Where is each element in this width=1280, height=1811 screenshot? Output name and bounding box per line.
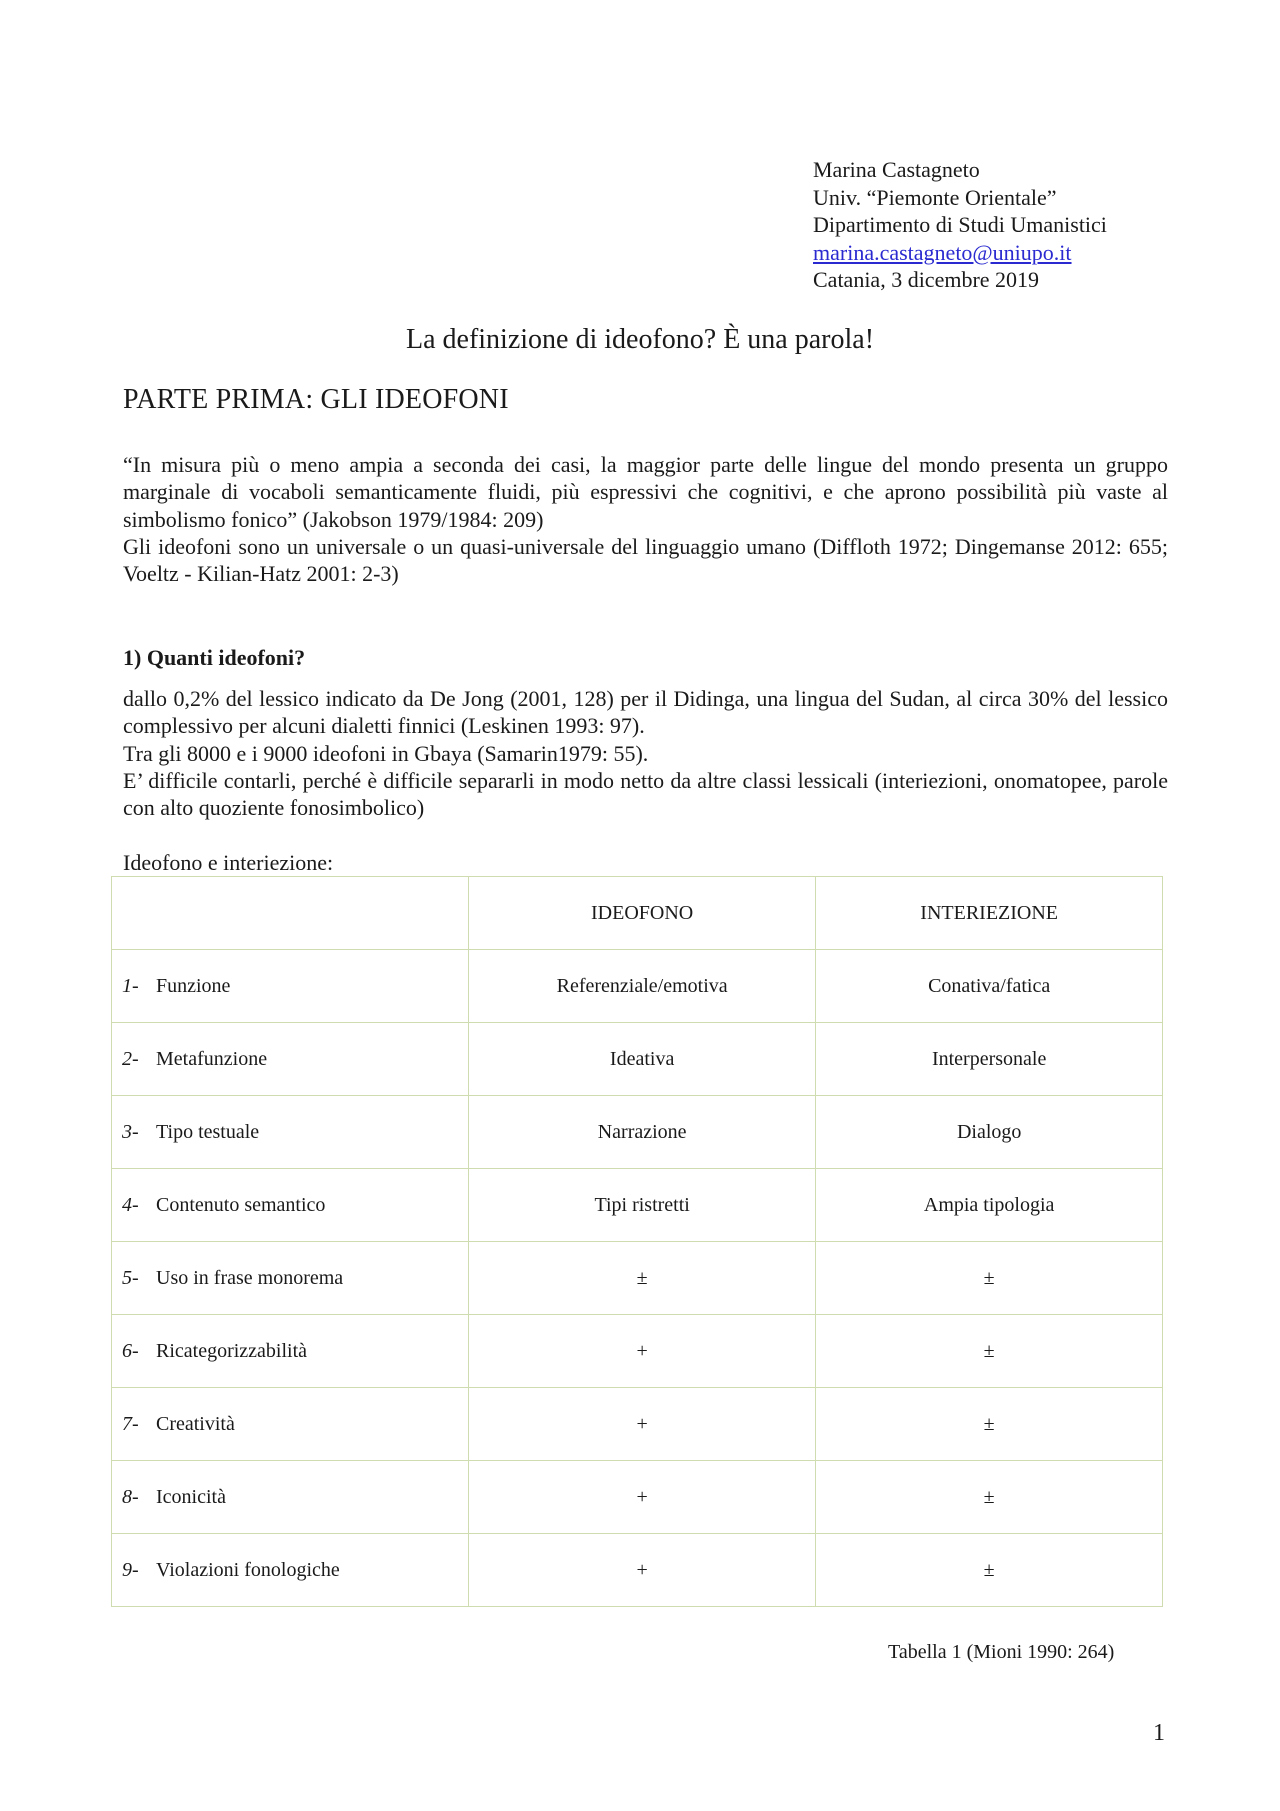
comparison-table xyxy=(111,876,1163,1607)
header-cell-ideofono: IDEOFONO xyxy=(468,877,815,950)
table-row xyxy=(112,1315,1163,1388)
row-number: 5- xyxy=(122,1266,139,1289)
ideofono-cell: + xyxy=(468,1534,815,1607)
table-row xyxy=(112,1023,1163,1096)
interiezione-cell: Conativa/fatica xyxy=(816,950,1163,1023)
ideofono-cell: Ideativa xyxy=(468,1023,815,1096)
table-header-row xyxy=(112,877,1163,950)
interiezione-cell: ± xyxy=(816,1534,1163,1607)
row-label-cell xyxy=(112,1461,469,1534)
interiezione-cell: ± xyxy=(816,1242,1163,1315)
row-label: Funzione xyxy=(156,974,231,997)
row-label: Iconicità xyxy=(156,1485,226,1508)
row-number: 3- xyxy=(122,1120,139,1143)
row-label-cell xyxy=(112,1023,469,1096)
row-label: Contenuto semantico xyxy=(156,1193,326,1216)
interiezione-cell: Ampia tipologia xyxy=(816,1169,1163,1242)
jakobson-quote: “In misura più o meno ampia a seconda dei casi, la maggior parte delle lingue del mondo presenta un gruppo marginale di vocaboli semanticamente fluidi, più espressivi che cognitivi, e che aprono possibilità più vaste al simbolismo fonico” (Jakobson 1979/1984: 209) xyxy=(123,452,1168,532)
intro-paragraph xyxy=(123,451,1168,587)
author-university: Univ. “Piemonte Orientale” xyxy=(813,184,1057,210)
row-label-cell xyxy=(112,1169,469,1242)
row-label-cell xyxy=(112,1388,469,1461)
row-label-cell xyxy=(112,1242,469,1315)
header-cell-empty xyxy=(112,877,469,950)
row-number: 2- xyxy=(122,1047,139,1070)
section-paragraph-2: Tra gli 8000 e i 9000 ideofoni in Gbaya (Samarin1979: 55). xyxy=(123,740,649,766)
section-paragraph-3: E’ difficile contarli, perché è difficile separarli in modo netto da altre classi lessicali (interiezioni, onomatopee, parole con alto quoziente fonosimbolico) xyxy=(123,767,1168,821)
table-row xyxy=(112,1169,1163,1242)
ideofono-cell: ± xyxy=(468,1242,815,1315)
section-heading: 1) Quanti ideofoni? xyxy=(123,645,306,670)
interiezione-cell: ± xyxy=(816,1388,1163,1461)
section-body xyxy=(123,685,1168,821)
table-row xyxy=(112,950,1163,1023)
ideofono-cell: + xyxy=(468,1315,815,1388)
ideofono-cell: Tipi ristretti xyxy=(468,1169,815,1242)
interiezione-cell: ± xyxy=(816,1461,1163,1534)
table-row xyxy=(112,1461,1163,1534)
row-number: 8- xyxy=(122,1485,139,1508)
row-number: 1- xyxy=(122,974,139,997)
table-row xyxy=(112,1242,1163,1315)
part-heading: PARTE PRIMA: GLI IDEOFONI xyxy=(123,384,509,415)
author-department: Dipartimento di Studi Umanistici xyxy=(813,212,1107,237)
ideofono-cell: + xyxy=(468,1388,815,1461)
place-date: Catania, 3 dicembre 2019 xyxy=(813,267,1040,292)
row-label: Creatività xyxy=(156,1412,235,1435)
row-number: 9- xyxy=(122,1558,139,1581)
interiezione-cell: Dialogo xyxy=(816,1096,1163,1169)
row-number: 4- xyxy=(122,1193,139,1216)
row-number: 7- xyxy=(122,1412,139,1435)
row-label-cell xyxy=(112,1096,469,1169)
table-row xyxy=(112,1388,1163,1461)
interiezione-cell: Interpersonale xyxy=(816,1023,1163,1096)
page-number: 1 xyxy=(1153,1720,1165,1746)
row-label-cell xyxy=(112,950,469,1023)
row-label-cell xyxy=(112,1315,469,1388)
header-cell-interiezione: INTERIEZIONE xyxy=(816,877,1163,950)
document-title: La definizione di ideofono? È una parola! xyxy=(405,324,875,355)
row-label: Ricategorizzabilità xyxy=(156,1339,308,1362)
ideofono-cell: + xyxy=(468,1461,815,1534)
row-label-cell xyxy=(112,1534,469,1607)
table-row xyxy=(112,1096,1163,1169)
table-source: Tabella 1 (Mioni 1990: 264) xyxy=(888,1641,1115,1663)
row-label: Tipo testuale xyxy=(156,1120,260,1143)
author-email-link[interactable]: marina.castagneto@uniupo.it xyxy=(813,239,1072,265)
table-caption: Ideofono e interiezione: xyxy=(123,850,334,875)
row-label: Uso in frase monorema xyxy=(156,1266,344,1289)
ideofono-cell: Referenziale/emotiva xyxy=(468,950,815,1023)
table-row xyxy=(112,1534,1163,1607)
row-number: 6- xyxy=(122,1339,139,1362)
row-label: Violazioni fonologiche xyxy=(156,1558,340,1581)
author-name: Marina Castagneto xyxy=(813,157,980,182)
interiezione-cell: ± xyxy=(816,1315,1163,1388)
ideofono-cell: Narrazione xyxy=(468,1096,815,1169)
author-block xyxy=(813,156,1107,294)
section-paragraph-1: dallo 0,2% del lessico indicato da De Jong (2001, 128) per il Didinga, una lingua del Sudan, al circa 30% del lessico complessivo per alcuni dialetti finnici (Leskinen 1993: 97). xyxy=(123,686,1168,739)
row-label: Metafunzione xyxy=(156,1047,268,1070)
universal-statement: Gli ideofoni sono un universale o un quasi-universale del linguaggio umano (Diffloth 1972; Dingemanse 2012: 655; Voeltz - Kilian-Hatz 2001: 2-3) xyxy=(123,533,1168,587)
